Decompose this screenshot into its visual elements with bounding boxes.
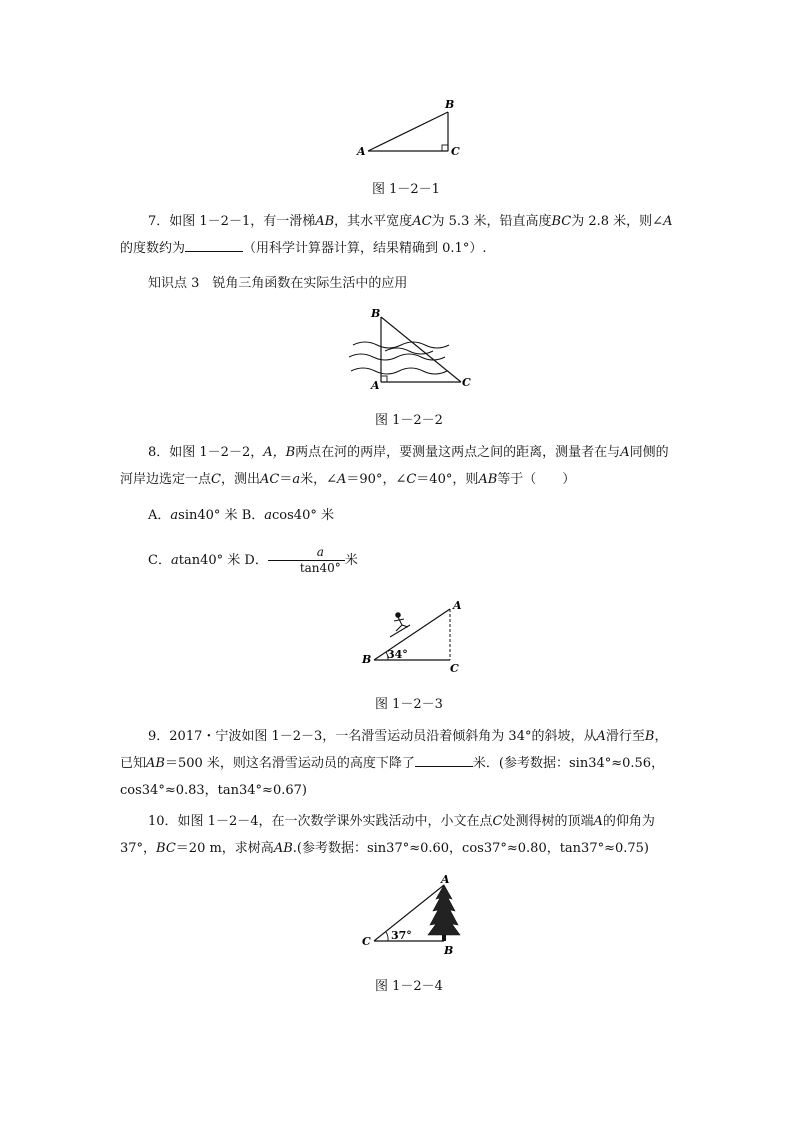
fraction: $\frac{a}{\tan 40^\circ}$ <box>268 545 345 576</box>
fig4-label-b: B <box>444 944 454 957</box>
fig3-angle: 34° <box>387 648 408 661</box>
question-7: 7．如图 1－2－1，有一滑梯AB，其水平宽度AC为 5.3 米，铅直高度BC为 2.8 米，则∠A的度数约为 （用科学计算器计算，结果精确到 0.1°）. <box>120 214 673 256</box>
fig4-label-c: C <box>362 935 371 948</box>
question-10: 10．如图 1－2－4，在一次数学课外实践活动中，小文在点C处测得树的顶端A的仰角为 37°，BC＝20 m，求树高AB.(参考数据：sin37°≈0.60，cos37°≈0.80，tan37°≈0.75) <box>120 814 655 856</box>
figure-1-2-4 <box>358 873 468 960</box>
question-9: 9．2017・宁波如图 1－2－3，一名滑雪运动员沿着倾斜角为 34°的斜坡，从A滑行至B，已知AB＝500 米，则这名滑雪运动员的高度下降了 米．(参考数据：sin34°≈0.56，cos34°≈0.83，tan34°≈0.67) <box>120 729 668 798</box>
option-d[interactable]: D． $\frac{a}{\tan 40^\circ}$ 米 <box>244 545 358 575</box>
fig2-label-c: C <box>462 376 471 389</box>
fig2-label-b: B <box>371 307 381 320</box>
fig1-label-b: B <box>445 98 455 111</box>
fig1-label-a: A <box>357 145 366 158</box>
skier-icon <box>390 613 410 637</box>
question-8-options-cd <box>120 545 680 576</box>
answer-blank[interactable] <box>185 239 243 252</box>
fig1-label-c: C <box>451 145 460 158</box>
option-a[interactable]: A．asin40° 米 <box>148 508 238 523</box>
fig3-label-a: A <box>453 599 462 612</box>
section-heading: 知识点 3 锐角三角函数在实际生活中的应用 <box>148 276 408 291</box>
option-b[interactable]: B．acos40° 米 <box>241 508 334 523</box>
fig4-label-a: A <box>441 873 450 886</box>
question-8: 8．如图 1－2－2，A，B两点在河的两岸，要测量这两点之间的距离，测量者在与A同侧的河岸边选定一点C，测出AC＝a米，∠A＝90°，∠C＝40°，则AB等于（ ） <box>120 445 669 487</box>
figure-1-2-2-caption: 图 1－2－2 <box>375 413 443 428</box>
question-8-options-ab <box>120 502 680 529</box>
figure-1-2-2 <box>345 305 475 393</box>
figure-1-2-4-caption: 图 1－2－4 <box>375 979 443 994</box>
figure-1-2-3-caption: 图 1－2－3 <box>375 697 443 712</box>
answer-blank[interactable] <box>415 754 473 767</box>
fig2-label-a: A <box>371 379 380 392</box>
figure-1-2-3 <box>358 597 473 673</box>
fig3-label-b: B <box>362 653 372 666</box>
figure-1-2-1-caption: 图 1－2－1 <box>372 182 440 197</box>
fig4-angle: 37° <box>391 929 412 942</box>
option-c[interactable]: C．atan40° 米 <box>148 553 241 568</box>
fig3-label-c: C <box>450 662 459 673</box>
figure-1-2-1 <box>355 95 465 160</box>
